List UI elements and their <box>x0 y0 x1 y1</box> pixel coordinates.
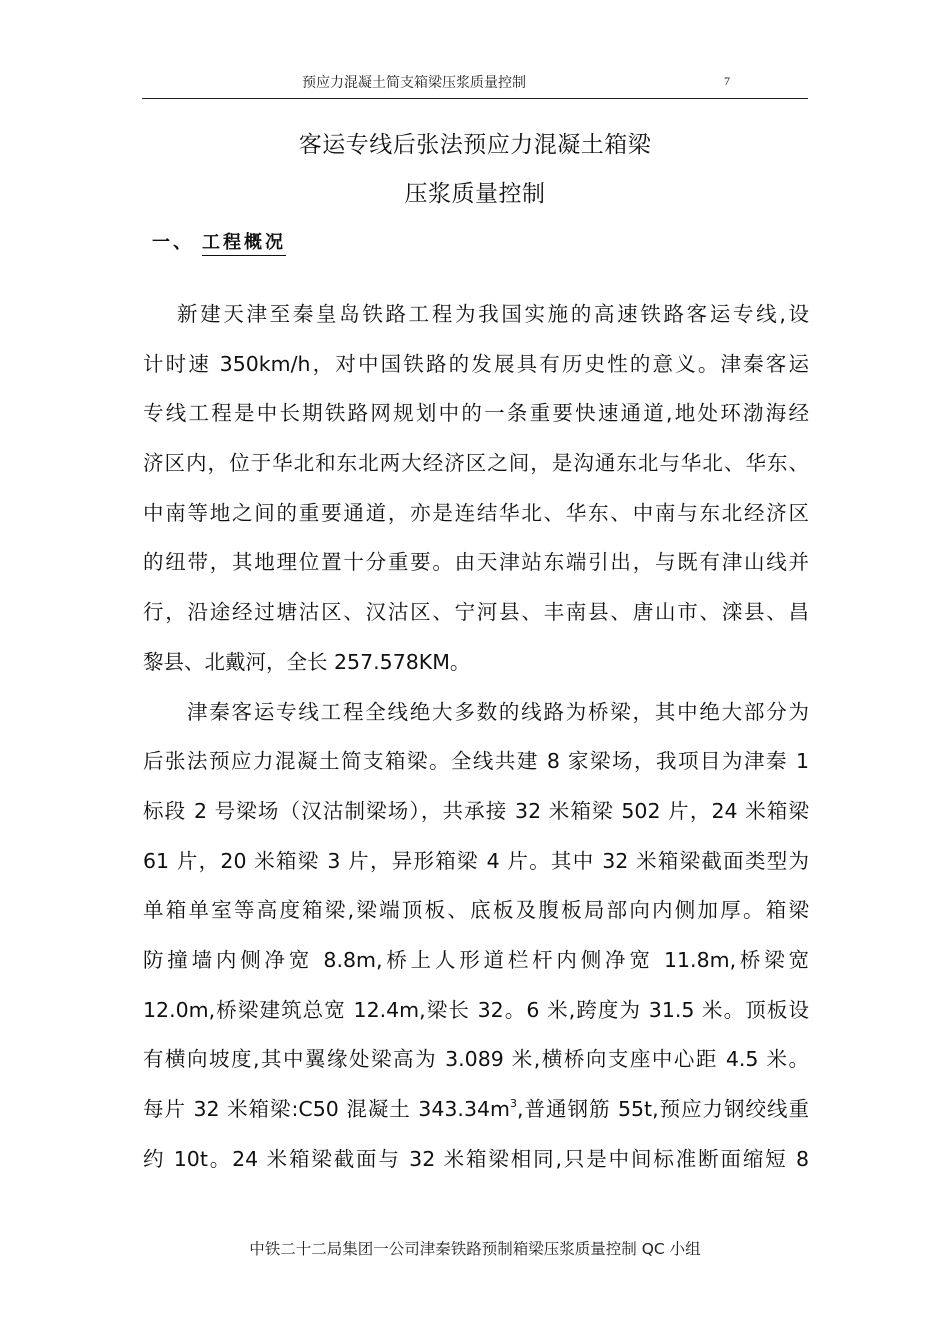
paragraph-line: 约 10t。24 米箱梁截面与 32 米箱梁相同,只是中间标准断面缩短 8 <box>143 1146 809 1171</box>
page-footer: 中铁二十二局集团一公司津秦铁路预制箱梁压浆质量控制 QC 小组 <box>249 1240 701 1258</box>
paragraph-line: 61 片，20 米箱梁 3 片，异形箱梁 4 片。其中 32 米箱梁截面类型为 <box>143 848 809 873</box>
paragraph-line: 标段 2 号梁场（汉沽制梁场），共承接 32 米箱梁 502 片，24 米箱梁 <box>143 798 809 823</box>
body-text <box>143 290 809 1184</box>
paragraph-line: 防撞墙内侧净宽 8.8m,桥上人形道栏杆内侧净宽 11.8m,桥梁宽 <box>143 947 809 972</box>
paragraph-line: 12.0m,桥梁建筑总宽 12.4m,梁长 32。6 米,跨度为 31.5 米。顶板设 <box>143 997 809 1022</box>
paragraph-line: 的纽带，其地理位置十分重要。由天津站东端引出，与既有津山线并 <box>143 550 809 575</box>
paragraph-line: 行，沿途经过塘沽区、汉沽区、宁河县、丰南县、唐山市、滦县、昌 <box>143 600 809 625</box>
paragraph-line: 后张法预应力混凝土简支箱梁。全线共建 8 家梁场，我项目为津秦 1 <box>143 749 809 774</box>
section-number: 一、 <box>152 232 194 253</box>
paragraph-line: 有横向坡度,其中翼缘处梁高为 3.089 米,横桥向支座中心距 4.5 米。 <box>143 1047 809 1072</box>
paragraph-line <box>143 1085 809 1135</box>
paragraph-line: 黎县、北戴河，全长 257.578KM。 <box>143 649 471 674</box>
section-title: 工程概况 <box>202 228 286 256</box>
line-text: ,普通钢筋 55t,预应力钢绞线重 <box>517 1097 810 1121</box>
line-text: 每片 32 米箱梁:C50 混凝土 343.34m <box>143 1097 510 1121</box>
paragraph-line: 单箱单室等高度箱梁,梁端顶板、底板及腹板局部向内侧加厚。箱梁 <box>143 898 809 923</box>
paragraph-line: 新建天津至秦皇岛铁路工程为我国实施的高速铁路客运专线,设 <box>177 302 809 326</box>
header-title: 预应力混凝土简支箱梁压浆质量控制 <box>302 75 526 91</box>
paragraph-line: 专线工程是中长期铁路网规划中的一条重要快速通道,地处环渤海经 <box>143 401 809 426</box>
paragraph-line: 计时速 350km/h，对中国铁路的发展具有历史性的意义。津秦客运 <box>143 351 809 376</box>
section-heading <box>152 228 286 256</box>
paragraph-line: 中南等地之间的重要通道，亦是连结华北、华东、中南与东北经济区 <box>143 500 809 525</box>
page-header <box>142 70 808 99</box>
paragraph-line: 济区内，位于华北和东北两大经济区之间，是沟通东北与华北、华东、 <box>143 451 809 476</box>
document-title-line-2: 压浆质量控制 <box>404 181 546 207</box>
document-title-line-1: 客运专线后张法预应力混凝土箱梁 <box>298 132 652 158</box>
superscript: 3 <box>510 1097 517 1110</box>
paragraph-line: 津秦客运专线工程全线绝大多数的线路为桥梁，其中绝大部分为 <box>187 699 809 724</box>
page-number: 7 <box>724 74 730 88</box>
